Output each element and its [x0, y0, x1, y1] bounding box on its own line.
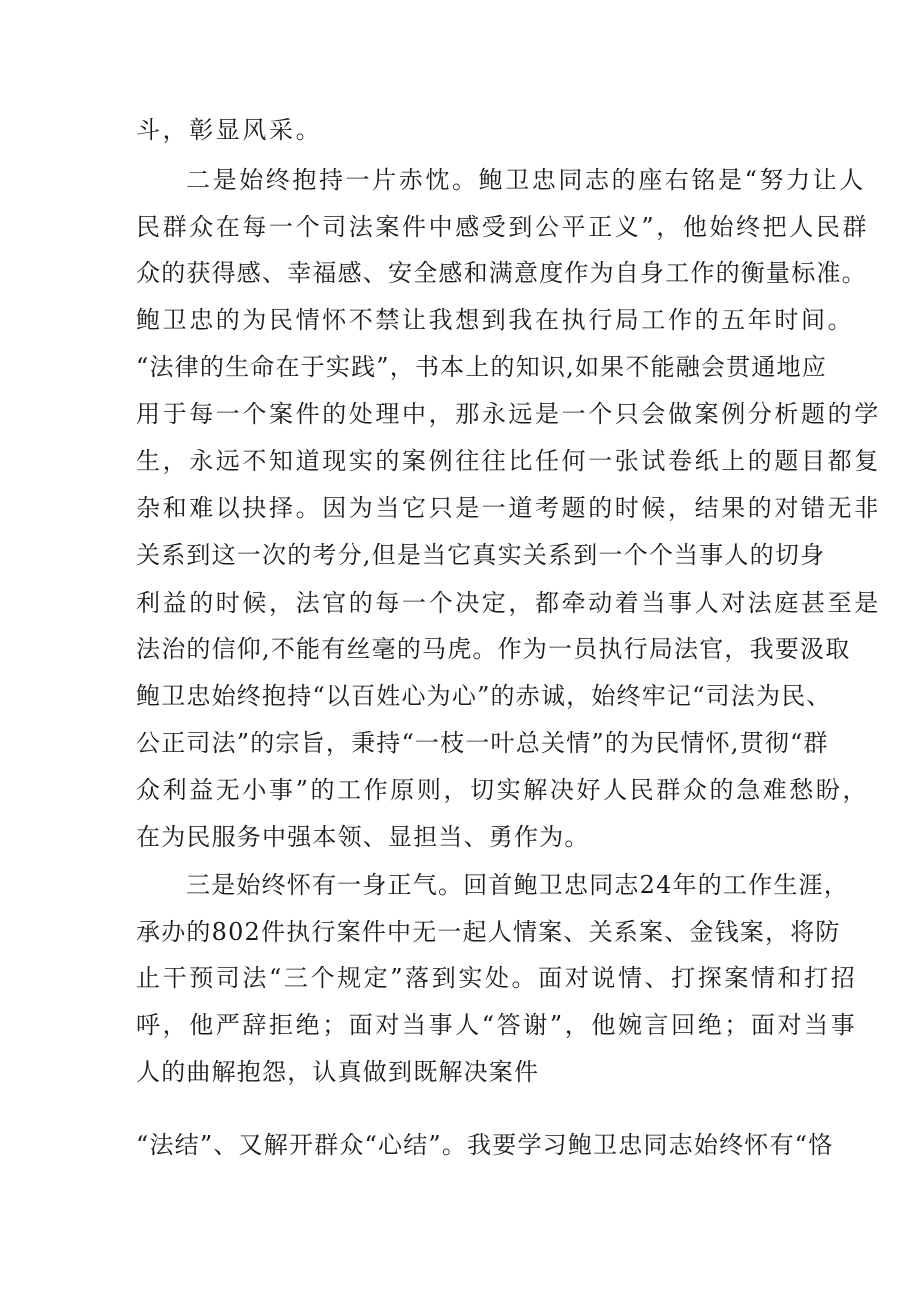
text-line: “法律的生命在于实践”，书本上的知识,如果不能融会贯通地应 [136, 353, 827, 381]
text-line: 承办的802件执行案件中无一起人情案、关系案、金钱案，将防 [136, 918, 841, 946]
text-line: 杂和难以抉择。因为当它只是一道考题的时候，结果的对错无非 [136, 494, 881, 522]
text-line: 法治的信仰,不能有丝毫的马虎。作为一员执行局法官，我要汲取 [136, 635, 851, 663]
text-line: 斗，彰显风采。 [136, 116, 323, 144]
text-line: 利益的时候，法官的每一个决定，都牵动着当事人对法庭甚至是 [136, 589, 881, 617]
paragraph-start-line: 二是始终抱持一片赤忱。鲍卫忠同志的座右铭是“努力让人 [186, 166, 866, 194]
text-line: 众的获得感、幸福感、安全感和满意度作为自身工作的衡量标准。 [136, 259, 867, 287]
text-line: 鲍卫忠始终抱持“以百姓心为心”的赤诚，始终牢记“司法为民、 [136, 682, 832, 710]
text-line: 人的曲解抱怨，认真做到既解决案件 [136, 1058, 540, 1086]
text-line: 止干预司法“三个规定”落到实处。面对说情、打探案情和打招 [136, 964, 858, 992]
text-line: 生，永远不知道现实的案例往往比任何一张试卷纸上的题目都复 [136, 447, 881, 475]
text-line: 众利益无小事”的工作原则，切实解决好人民群众的急难愁盼， [136, 776, 870, 804]
text-line: 在为民服务中强本领、显担当、勇作为。 [136, 823, 590, 851]
paragraph-start-line: 三是始终怀有一身正气。回首鲍卫忠同志24年的工作生涯， [186, 871, 849, 899]
text-line: 用于每一个案件的处理中，那永远是一个只会做案例分析题的学 [136, 400, 881, 428]
text-line: 公正司法”的宗旨，秉持“一枝一叶总关情”的为民情怀,贯彻“群 [136, 729, 829, 757]
text-line: “法结”、又解开群众“心结”。我要学习鲍卫忠同志始终怀有“恪 [136, 1131, 834, 1159]
text-line: 民群众在每一个司法案件中感受到公平正义”，他始终把人民群 [136, 213, 870, 241]
text-line: 呼，他严辞拒绝；面对当事人“答谢”，他婉言回绝；面对当事 [136, 1011, 858, 1039]
text-line: 鲍卫忠的为民情怀不禁让我想到我在执行局工作的五年时间。 [136, 306, 855, 334]
text-line: 关系到这一次的考分,但是当它真实关系到一个个当事人的切身 [136, 541, 826, 569]
